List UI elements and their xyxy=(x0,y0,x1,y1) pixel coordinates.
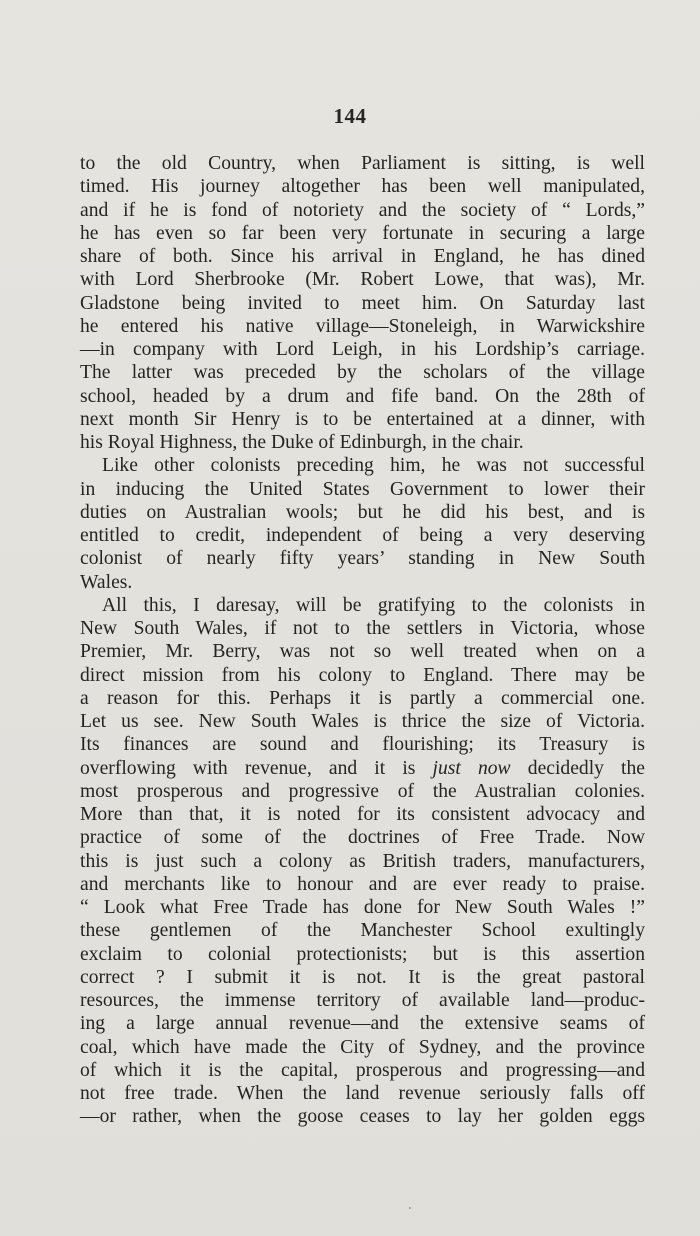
text-line: most prosperous and progressive of the Australian colonies. xyxy=(80,780,645,802)
text-line: coal, which have made the City of Sydney, and the province xyxy=(80,1036,645,1058)
page-number: 144 xyxy=(333,104,367,128)
text-line: direct mission from his colony to England. There may be xyxy=(80,664,645,686)
text-line: New South Wales, if not to the settlers in Victoria, whose xyxy=(80,618,645,639)
text-line: correct ? I submit it is not. It is the great pastoral xyxy=(80,966,645,988)
text-fragment: decidedly the xyxy=(510,757,645,779)
text-line: —in company with Lord Leigh, in his Lordship’s carriage. xyxy=(80,339,645,360)
text-line: this is just such a colony as British traders, manufacturers, xyxy=(80,850,645,872)
text-fragment: overflowing with revenue, and it is xyxy=(80,757,433,779)
text-line: “ Look what Free Trade has done for New South Wales !” xyxy=(80,897,645,918)
text-line: he entered his native village—Stoneleigh, in Warwickshire xyxy=(80,315,645,337)
text-line: resources, the immense territory of available land—produc- xyxy=(80,990,645,1011)
text-line: these gentlemen of the Manchester School exultingly xyxy=(80,920,645,942)
text-line: All this, I daresay, will be gratifying to the colonists in xyxy=(102,594,645,616)
text-line: with Lord Sherbrooke (Mr. Robert Lowe, that was), Mr. xyxy=(80,269,645,291)
text-line: —or rather, when the goose ceases to lay her golden eggs xyxy=(80,1106,645,1128)
text-line: timed. His journey altogether has been well manipulated, xyxy=(80,176,645,198)
text-line: Gladstone being invited to meet him. On Saturday last xyxy=(80,292,645,314)
text-line: exclaim to colonial protectionists; but is this assertion xyxy=(80,943,645,965)
text-line: of which it is the capital, prosperous and progressing—and xyxy=(80,1059,645,1081)
text-line: More than that, it is noted for its consistent advocacy and xyxy=(80,804,645,825)
text-line: Its finances are sound and flourishing; its Treasury is xyxy=(80,734,645,756)
text-line: he has even so far been very fortunate in securing a large xyxy=(80,222,645,244)
text-line: practice of some of the doctrines of Free Trade. Now xyxy=(80,827,645,849)
text-line: share of both. Since his arrival in England, he has dined xyxy=(80,246,645,267)
text-line: duties on Australian wools; but he did his best, and is xyxy=(80,501,645,523)
text-line: colonist of nearly fifty years’ standing in New South xyxy=(80,548,645,570)
text-line: his Royal Highness, the Duke of Edinburgh, in the chair. xyxy=(80,432,524,453)
text-line: Like other colonists preceding him, he was not successful xyxy=(102,455,645,477)
text-line: and if he is fond of notoriety and the society of “ Lords,” xyxy=(80,199,645,221)
paper-speck xyxy=(409,1207,411,1209)
italic-emphasis: just now xyxy=(432,757,511,779)
text-line: and merchants like to honour and are ever ready to praise. xyxy=(80,873,645,895)
text-line: ing a large annual revenue—and the extensive seams of xyxy=(80,1013,645,1035)
text-line: entitled to credit, independent of being a very deserving xyxy=(80,525,645,546)
text-line: The latter was preceded by the scholars of the village xyxy=(80,362,645,384)
body-text xyxy=(80,152,645,1129)
text-line: next month Sir Henry is to be entertained at a dinner, with xyxy=(80,408,645,430)
text-line: Wales. xyxy=(80,571,133,593)
text-line: to the old Country, when Parliament is sitting, is well xyxy=(80,153,645,174)
text-line: not free trade. When the land revenue seriously falls off xyxy=(80,1083,645,1104)
text-line: Premier, Mr. Berry, was not so well treated when on a xyxy=(80,641,645,663)
text-line: a reason for this. Perhaps it is partly a commercial one. xyxy=(80,687,645,709)
text-line: school, headed by a drum and fife band. On the 28th of xyxy=(80,385,645,407)
text-line: Let us see. New South Wales is thrice the size of Victoria. xyxy=(80,711,645,732)
text-line xyxy=(80,757,645,780)
text-line: in inducing the United States Government to lower their xyxy=(80,478,645,500)
